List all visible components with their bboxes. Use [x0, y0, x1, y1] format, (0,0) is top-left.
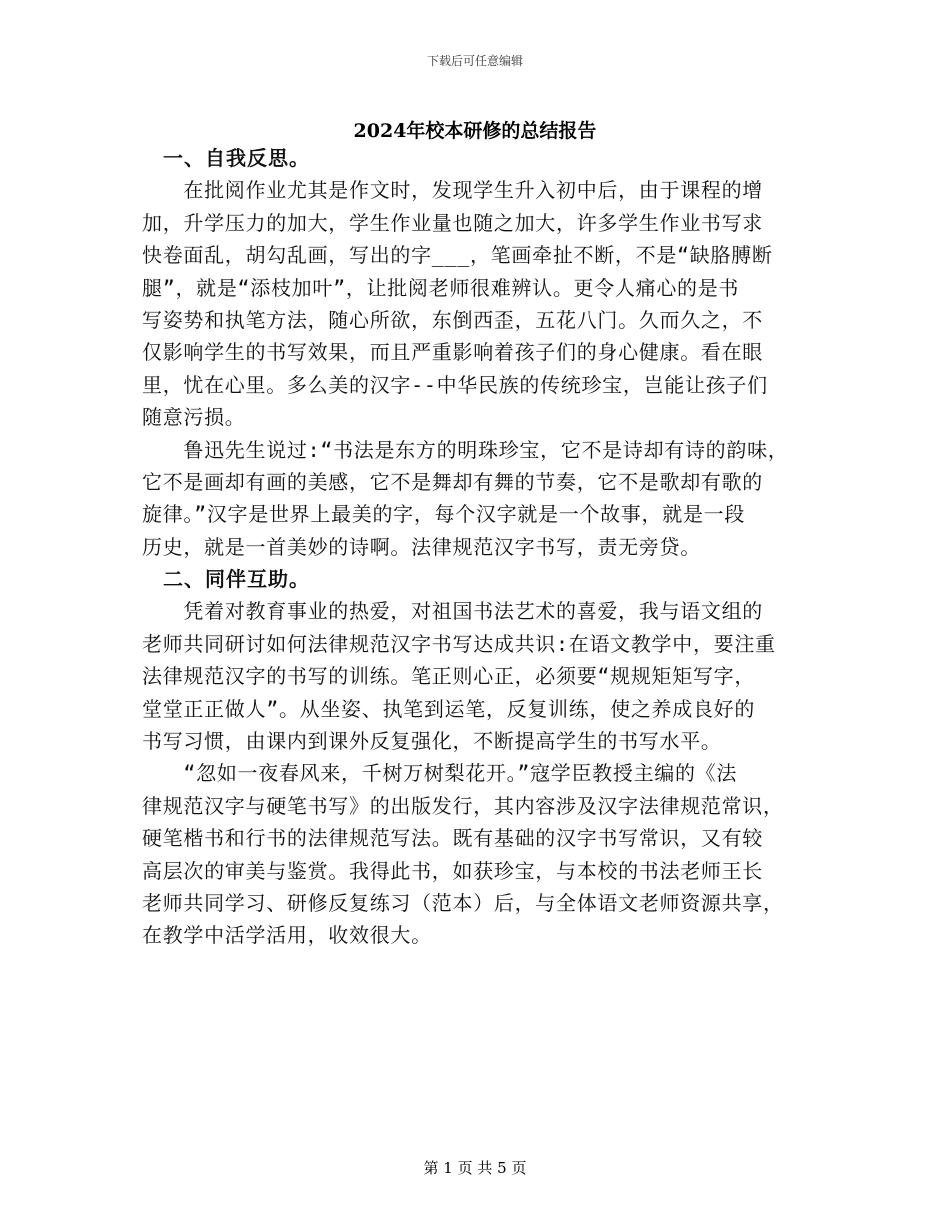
text-line: 腿”，就是“添枝加叶”，让批阅老师很难辨认。更令人痛心的是书 — [142, 275, 740, 300]
text-line: 它不是画却有画的美感，它不是舞却有舞的节奏，它不是歌却有歌的 — [142, 469, 763, 494]
text-line: 加，升学压力的加大，学生作业量也随之加大，许多学生作业书写求 — [142, 210, 763, 235]
section-heading: 一、自我反思。 — [142, 146, 310, 170]
header-note: 下载后可任意编辑 — [426, 54, 523, 68]
text-line: 里，忧在心里。多么美的汉字--中华民族的传统珍宝，岂能让孩子们 — [142, 372, 768, 397]
text-line: 法律规范汉字的书写的训练。笔正则心正，必须要“规规矩矩写字， — [142, 664, 756, 689]
page-footer: 第 1 页 共 5 页 — [423, 1159, 527, 1177]
text-line: 老师共同学习、研修反复练习（范本）后，与全体语文老师资源共享， — [142, 890, 784, 915]
text-line: 历史，就是一首美妙的诗啊。法律规范汉字书写，责无旁贷。 — [142, 534, 701, 559]
text-line: 随意污损。 — [142, 405, 246, 430]
text-line: 凭着对教育事业的热爱，对祖国书法艺术的喜爱，我与语文组的 — [142, 599, 763, 624]
text-line: 旋律。”汉字是世界上最美的字，每个汉字就是一个故事，就是一段 — [142, 502, 746, 527]
text-line: 老师共同研讨如何法律规范汉字书写达成共识:在语文教学中，要注重 — [142, 631, 776, 656]
text-line: 写姿势和执笔方法，随心所欲，东倒西歪，五花八门。久而久之，不 — [142, 307, 763, 332]
text-line: 在批阅作业尤其是作文时，发现学生升入初中后，由于课程的增 — [142, 178, 763, 203]
section-heading: 二、同伴互助。 — [142, 567, 310, 592]
text-line: 在教学中活学活用，收效很大。 — [142, 923, 432, 948]
text-line: 书写习惯，由课内到课外反复强化，不断提高学生的书写水平。 — [142, 729, 722, 754]
text-line: 硬笔楷书和行书的法律规范写法。既有基础的汉字书写常识，又有较 — [142, 826, 763, 851]
document-body — [142, 142, 842, 952]
text-line: 快卷面乱，胡勾乱画，写出的字___，笔画牵扯不断，不是“缺胳膊断 — [142, 243, 773, 268]
text-line: 鲁迅先生说过:“书法是东方的明珠珍宝，它不是诗却有诗的韵味， — [142, 437, 789, 462]
document-title: 2024年校本研修的总结报告 — [353, 120, 597, 142]
text-line: 律规范汉字与硬笔书写》的出版发行，其内容涉及汉字法律规范常识， — [142, 793, 784, 818]
text-line: 堂堂正正做人”。从坐姿、执笔到运笔，反复训练，使之养成良好的 — [142, 696, 756, 721]
text-line: 高层次的审美与鉴赏。我得此书，如获珍宝，与本校的书法老师王长 — [142, 858, 763, 883]
text-line: 仅影响学生的书写效果，而且严重影响着孩子们的身心健康。看在眼 — [142, 340, 763, 365]
text-line: “忽如一夜春风来，千树万树梨花开。”寇学臣教授主编的《法 — [142, 761, 738, 786]
